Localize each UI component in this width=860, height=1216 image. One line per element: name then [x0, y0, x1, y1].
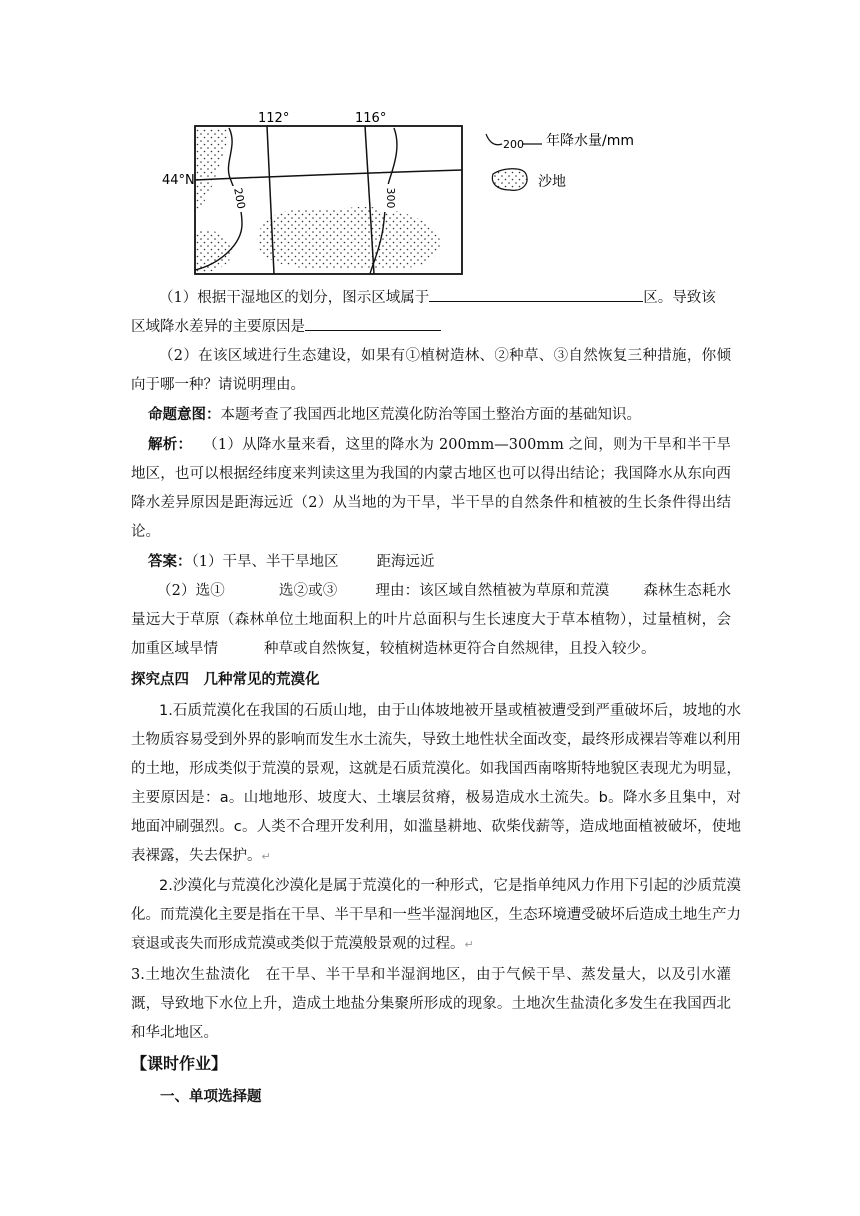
- answer-2e: 种草或自然恢复，较植树造林更符合自然规律，且投入较少。: [264, 641, 656, 657]
- paragraph-2-text: 2.沙漠化与荒漠化沙漠化是属于荒漠化的一种形式，它是指单纯风力作用下引起的沙质荒漠化。而荒漠化主要是指在干旱、半干旱和一些半湿润地区，生态环境遭受破坏后造成土地生产力衰退或丧失而形成荒漠或类似于荒漠般景观的过程。: [131, 878, 741, 952]
- question-1: [131, 284, 731, 342]
- answer-2c: 理由：该区域自然植被为草原和荒漠: [375, 583, 610, 599]
- lat-44-label: 44°N: [162, 173, 195, 188]
- answer-line-1: [131, 547, 731, 577]
- sand-area-northwest: [195, 128, 227, 214]
- answer-1: （1）干旱、半干旱地区: [191, 554, 339, 570]
- isohyet-200-label: 200: [231, 186, 248, 210]
- q1-text-c: 区域降水差异的主要原因是: [131, 319, 305, 335]
- lon-112-label: 112°: [258, 111, 290, 126]
- sand-area-central: [258, 207, 441, 269]
- answer-2b: 选②或③: [278, 583, 338, 599]
- paragraph-mark-2: ↵: [464, 938, 474, 951]
- homework-heading: 【课时作业】: [131, 1054, 228, 1073]
- q1-blank-1[interactable]: [429, 285, 643, 302]
- legend-sand-label: 沙地: [538, 174, 566, 190]
- intent-label: 命题意图：: [148, 406, 221, 423]
- lon-116-label: 116°: [355, 111, 387, 126]
- q1-text-a: （1）根据干湿地区的划分，图示区域属于: [159, 290, 430, 306]
- question-2: （2）在该区域进行生态建设，如果有①植树造林、②种草、③自然恢复三种措施，你倾向于哪一种？请说明理由。: [131, 348, 731, 393]
- legend-sand-icon: [492, 169, 527, 191]
- intent-text: 本题考查了我国西北地区荒漠化防治等国土整治方面的基础知识。: [220, 407, 641, 423]
- map-figure: [150, 104, 650, 284]
- q1-blank-2[interactable]: [305, 314, 441, 331]
- q1-text-b: 区。导致该: [643, 290, 716, 306]
- answer-part-2: [131, 577, 731, 664]
- paragraph-1-text: 1.石质荒漠化在我国的石质山地，由于山体坡地被开垦或植被遭受到严重破坏后，坡地的水土物质容易受到外界的影响而发生水土流失，导致土地性状全面改变，最终形成裸岩等难以利用的土地，形成类似于荒漠的景观，这就是石质荒漠化。如我国西南喀斯特地貌区表现尤为明显，主要原因是：a。山地地形、坡度大、土壤层贫瘠，极易造成水土流失。b。降水多且集中，对地面冲刷强烈。c。人类不合理开发利用，如滥垦耕地、砍柴伐薪等，造成地面植被破坏，使地表裸露，失去保护。: [131, 703, 741, 864]
- legend-isohyet-label: 年降水量/mm: [546, 133, 634, 149]
- paragraph-2: [131, 872, 741, 959]
- answer-label: 答案：: [148, 553, 192, 570]
- isohyet-300-label: 300: [384, 187, 397, 209]
- analysis-paragraph: [131, 430, 731, 547]
- paragraph-mark-1: ↵: [261, 850, 271, 863]
- legend-isohyet-icon: [486, 134, 502, 145]
- analysis-label: 解析：: [148, 436, 193, 453]
- sand-area-southwest: [195, 230, 232, 274]
- analysis-text: （1）从降水量来看，这里的降水为 200mm—300mm 之间，则为干旱和半干旱地区，也可以根据经纬度来判读这里为我国的内蒙古地区也可以得出结论；我国降水从东向西降水差异原因是距海远近（2）从当地的为干旱，半干旱的自然条件和植被的生长条件得出结论。: [131, 437, 732, 540]
- parallel-44n: [195, 170, 462, 180]
- section-4-heading: 探究点四 几种常见的荒漠化: [131, 672, 320, 688]
- intent-paragraph: [131, 400, 731, 430]
- single-choice-heading: 一、单项选择题: [160, 1089, 262, 1105]
- legend-isohyet-value: 200: [503, 138, 524, 151]
- answer-2a: （2）选①: [157, 583, 225, 599]
- paragraph-1: [131, 697, 741, 871]
- answer-1b: 距海远近: [376, 554, 435, 570]
- answer-2d: 森林生态耗水量远大于草原（森林单位土地面积上的叶片总面积与生长速度大于草本植物），过量植树，会加重区域旱情: [131, 583, 732, 657]
- paragraph-3: 3.土地次生盐渍化 在干旱、半干旱和半湿润地区，由于气候干旱、蒸发量大，以及引水灌溉，导致地下水位上升，造成土地盐分集聚所形成的现象。土地次生盐渍化多发生在我国西北和华北地区。: [131, 967, 731, 1041]
